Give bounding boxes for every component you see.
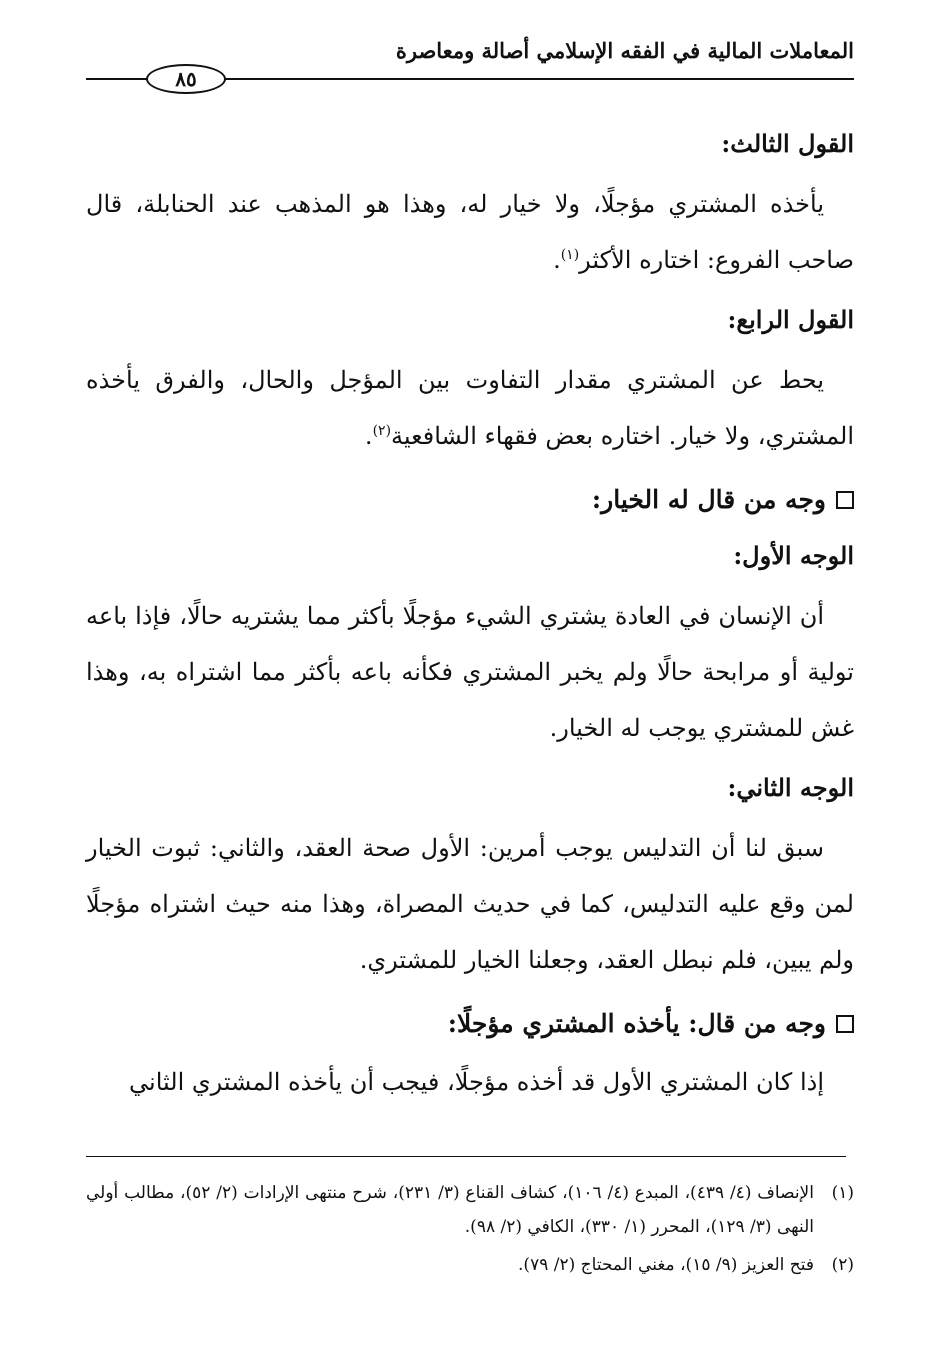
footnotes bbox=[86, 1176, 854, 1282]
page-number: ٨٥ bbox=[146, 64, 226, 94]
footnote-1 bbox=[86, 1176, 854, 1244]
third-view-heading: القول الثالث: bbox=[721, 129, 854, 158]
footnote-ref-1[interactable]: (١) bbox=[560, 247, 580, 263]
option-heading bbox=[86, 470, 854, 530]
first-aspect-heading: الوجه الأول: bbox=[733, 541, 854, 570]
third-view-period: . bbox=[553, 246, 561, 274]
footnote-number: (٢) bbox=[831, 1255, 854, 1275]
second-aspect-paragraph: سبق لنا أن التدليس يوجب أمرين: الأول صحة العقد، والثاني: ثبوت الخيار لمن وقع عليه التدليس، كما في حديث المصراة، وهذا منه حيث اشتراه مؤجلًا ولم يبين، فلم نبطل العقد، وجعلنا الخيار للمشتري. bbox=[86, 834, 854, 974]
third-view-paragraph bbox=[86, 176, 854, 288]
square-bullet-icon bbox=[836, 491, 854, 509]
square-bullet-icon bbox=[836, 1015, 854, 1033]
fourth-view-text: يحط عن المشتري مقدار التفاوت بين المؤجل والحال، والفرق يأخذه المشتري، ولا خيار. اختاره بعض فقهاء الشافعية bbox=[86, 366, 854, 450]
footnote-number: (١) bbox=[831, 1183, 854, 1203]
fourth-view-paragraph bbox=[86, 352, 854, 464]
footnote-rule bbox=[86, 1156, 846, 1157]
footnote-text: الإنصاف (٤/ ٤٣٩)، المبدع (٤/ ١٠٦)، كشاف القناع (٣/ ٢٣١)، شرح منتهى الإرادات (٢/ ٥٢)، مطالب أولي النهى (٣/ ١٢٩)، المحرر (١/ ٣٣٠)، الكافي (٢/ ٩٨). bbox=[86, 1183, 814, 1237]
footnote-text: فتح العزيز (٩/ ١٥)، مغني المحتاج (٢/ ٧٩). bbox=[518, 1255, 814, 1275]
running-title: المعاملات المالية في الفقه الإسلامي أصالة ومعاصرة bbox=[395, 38, 854, 63]
option-heading-text: وجه من قال له الخيار: bbox=[591, 485, 826, 514]
deferred-heading-text: وجه من قال: يأخذه المشتري مؤجلًا: bbox=[447, 1009, 826, 1038]
fourth-view-period: . bbox=[364, 422, 373, 450]
second-aspect-heading: الوجه الثاني: bbox=[727, 773, 854, 802]
deferred-paragraph: إذا كان المشتري الأول قد أخذه مؤجلًا، فيجب أن يأخذه المشتري الثاني bbox=[129, 1068, 824, 1096]
deferred-heading bbox=[86, 994, 854, 1054]
body-text bbox=[86, 118, 854, 1110]
fourth-view-heading: القول الرابع: bbox=[727, 305, 854, 334]
footnote-ref-2[interactable]: (٢) bbox=[372, 423, 392, 439]
third-view-text: يأخذه المشتري مؤجلًا، ولا خيار له، وهذا هو المذهب عند الحنابلة، قال صاحب الفروع: اختاره الأكثر bbox=[86, 190, 854, 274]
footnote-2 bbox=[86, 1248, 854, 1282]
first-aspect-paragraph: أن الإنسان في العادة يشتري الشيء مؤجلًا بأكثر مما يشتريه حالًا، فإذا باعه تولية أو مرابحة حالًا ولم يخبر المشتري فكأنه باعه بأكثر مما اشتراه به، وهذا غش للمشتري يوجب له الخيار. bbox=[86, 602, 854, 742]
